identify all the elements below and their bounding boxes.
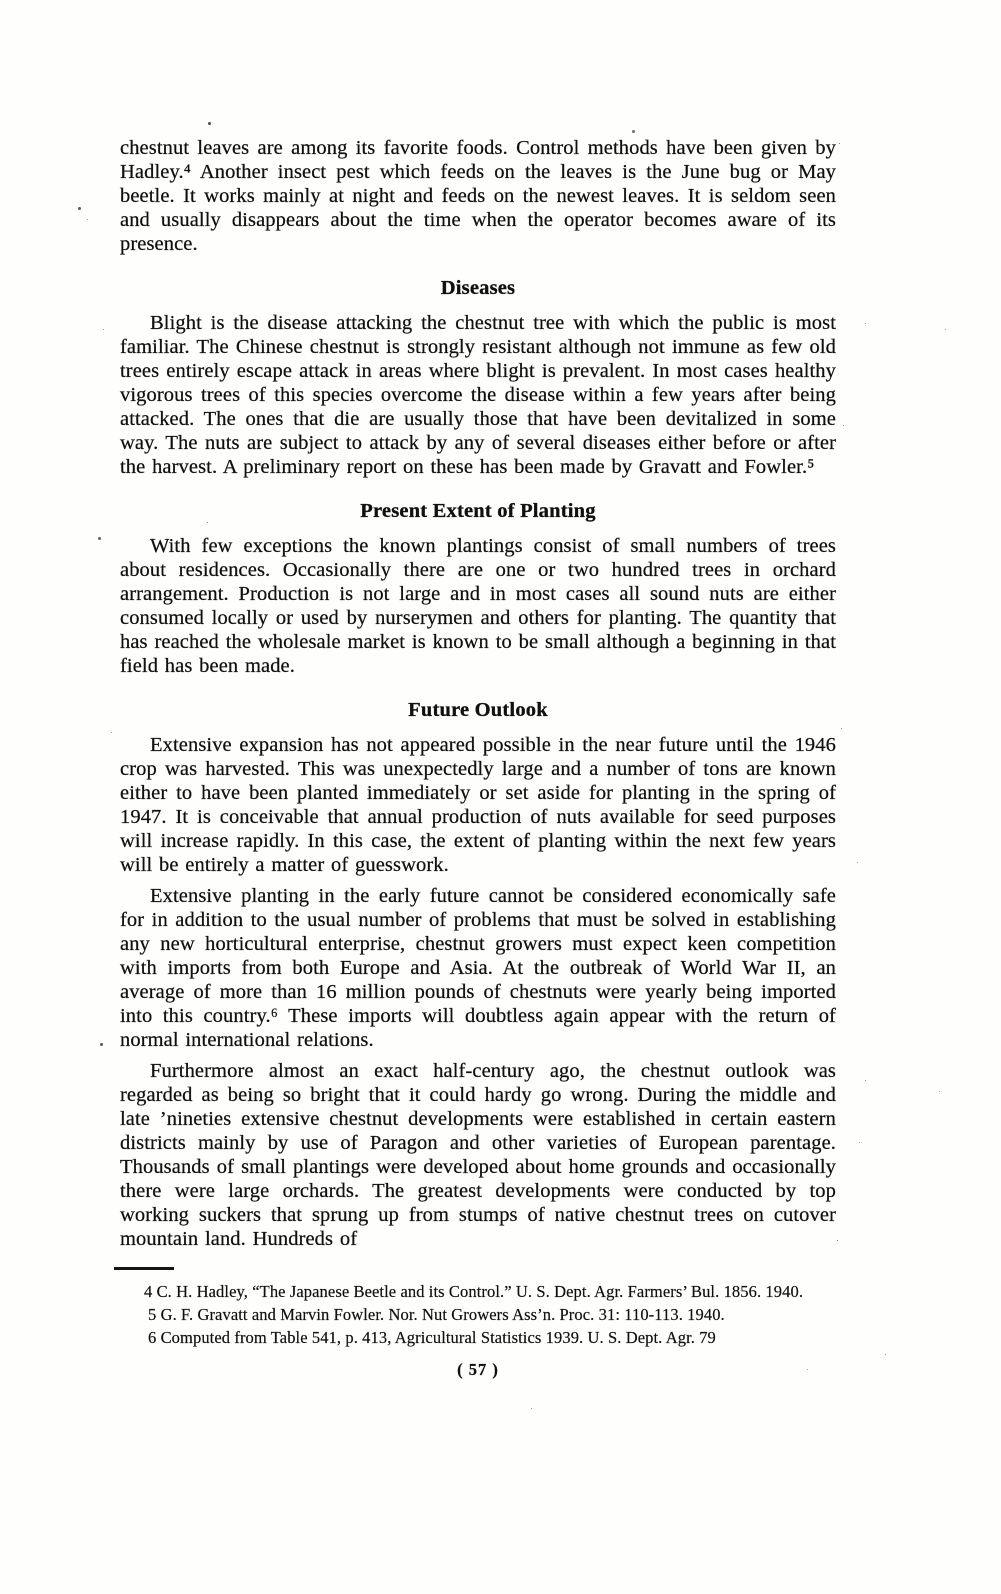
future-outlook-paragraph-2: Extensive planting in the early future cannot be considered economically safe for in addition to the usual number of problems that must be solved in establishing any new horticultural enterprise, chestnut growers must expect keen competition with imports from both Europe and Asia. At the outbreak of World War II, an average of more than 16 million pounds of chestnuts were yearly being imported into this country.⁶ These imports will doubtless again appear with the return of normal international relations. <box>120 885 836 1051</box>
intro-paragraph: chestnut leaves are among its favorite foods. Control methods have been given by Hadley.⁴ Another insect pest which feeds on the leaves is the June bug or May beetle. It works mainly at night and feeds on the newest leaves. It is seldom seen and usually disappears about the time when the operator becomes aware of its presence. <box>120 137 836 255</box>
page-body <box>120 136 836 1380</box>
section-heading-present-extent-of-planting: Present Extent of Planting <box>360 500 596 522</box>
future-outlook-paragraph-3: Furthermore almost an exact half-century ago, the chestnut outlook was regarded as being so bright that it could hardy go wrong. During the middle and late ’nineties extensive chestnut developments were established in certain eastern districts mainly by use of Paragon and other varieties of European parentage. Thousands of small plantings were developed about home grounds and occasionally there were large orchards. The greatest developments were conducted by top working suckers that sprung up from stumps of native chestnut trees on cutover mountain land. Hundreds of <box>120 1060 836 1250</box>
section-heading-future-outlook: Future Outlook <box>408 699 548 721</box>
footnote-6: 6 Computed from Table 541, p. 413, Agricultural Statistics 1939. U. S. Dept. Agr. 79 <box>148 1328 716 1347</box>
footnote-4: 4 C. H. Hadley, “The Japanese Beetle and its Control.” U. S. Dept. Agr. Farmers’ Bul. 1856. 1940. <box>144 1282 804 1301</box>
section-heading-diseases: Diseases <box>440 277 516 299</box>
footnote-separator-rule <box>114 1267 174 1270</box>
future-outlook-paragraph-1: Extensive expansion has not appeared possible in the near future until the 1946 crop was harvested. This was unexpectedly large and a number of tons are known either to have been planted immediately or set aside for planting in the spring of 1947. It is conceivable that annual production of nuts available for seed purposes will increase rapidly. In this case, the extent of planting within the next few years will be entirely a matter of guesswork. <box>120 734 836 876</box>
present-extent-paragraph: With few exceptions the known plantings consist of small numbers of trees about residences. Occasionally there are one or two hundred trees in orchard arrangement. Production is not large and in most cases all sound nuts are either consumed locally or used by nurserymen and others for planting. The quantity that has reached the wholesale market is known to be small although a beginning in that field has been made. <box>120 535 836 677</box>
page-number: ( 57 ) <box>457 1360 499 1379</box>
diseases-paragraph: Blight is the disease attacking the chestnut tree with which the public is most familiar. The Chinese chestnut is strongly resistant although not immune as few old trees entirely escape attack in areas where blight is prevalent. In most cases healthy vigorous trees of this species overcome the disease within a few years after being attacked. The ones that die are usually those that have been devitalized in some way. The nuts are subject to attack by any of several diseases either before or after the harvest. A preliminary report on these has been made by Gravatt and Fowler.⁵ <box>120 312 836 478</box>
scan-noise-specks <box>0 0 3 3</box>
footnote-5: 5 G. F. Gravatt and Marvin Fowler. Nor. Nut Growers Ass’n. Proc. 31: 110-113. 1940. <box>148 1305 725 1324</box>
